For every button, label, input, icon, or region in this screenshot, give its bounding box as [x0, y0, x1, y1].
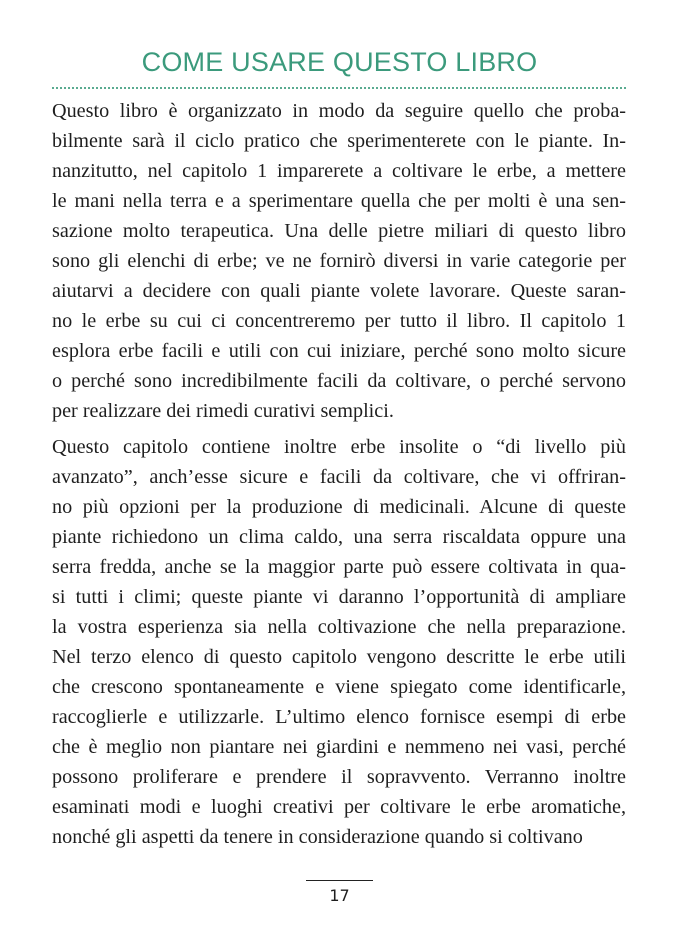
text-line-content: raccoglierle e utilizzarle. L’ultimo elenco fornisce esempi di erbe — [52, 706, 626, 728]
text-line — [52, 672, 626, 702]
text-line-content: esplora erbe facili e utili con cui iniziare, perché sono molto sicure — [52, 340, 626, 362]
text-line-content: Nel terzo elenco di questo capitolo vengono descritte le erbe utili — [52, 646, 626, 668]
text-line — [52, 216, 626, 246]
text-line-content: sazione molto terapeutica. Una delle pietre miliari di questo libro — [52, 220, 626, 242]
text-line — [52, 462, 626, 492]
footer-rule — [306, 880, 373, 881]
text-line-content: la vostra esperienza sia nella coltivazione che nella preparazione. — [52, 616, 626, 638]
text-line — [52, 582, 626, 612]
text-line-content: le mani nella terra e a sperimentare quella che per molti è una sen- — [52, 190, 626, 212]
text-line — [52, 156, 626, 186]
text-line-content: o perché sono incredibilmente facili da coltivare, o perché servono — [52, 370, 626, 392]
text-line — [52, 822, 626, 852]
text-line — [52, 522, 626, 552]
text-line — [52, 612, 626, 642]
text-line-content: no le erbe su cui ci concentreremo per tutto il libro. Il capitolo 1 — [52, 310, 626, 332]
text-line-content: aiutarvi a decidere con quali piante volete lavorare. Queste saran- — [52, 280, 626, 302]
text-line-content: Questo libro è organizzato in modo da seguire quello che proba- — [52, 100, 626, 122]
text-line-content: nonché gli aspetti da tenere in considerazione quando si coltivano — [52, 826, 583, 848]
paragraph-2 — [52, 432, 626, 852]
text-line-content: serra fredda, anche se la maggior parte può essere coltivata in qua- — [52, 556, 626, 578]
text-line — [52, 246, 626, 276]
paragraph-1 — [52, 96, 626, 426]
text-line — [52, 336, 626, 366]
body-text — [52, 96, 626, 852]
section-title: COME USARE QUESTO LIBRO — [141, 47, 538, 77]
page-number: 17 — [329, 886, 350, 905]
text-line — [52, 762, 626, 792]
text-line-content: avanzato”, anch’esse sicure e facili da coltivare, che vi offriran- — [52, 466, 626, 488]
text-line — [52, 96, 626, 126]
text-line — [52, 642, 626, 672]
text-line — [52, 186, 626, 216]
text-line — [52, 792, 626, 822]
text-line — [52, 276, 626, 306]
text-line — [52, 396, 626, 426]
text-line — [52, 732, 626, 762]
text-line-content: no più opzioni per la produzione di medicinali. Alcune di queste — [52, 496, 626, 518]
text-line-content: sono gli elenchi di erbe; ve ne fornirò diversi in varie categorie per — [52, 250, 626, 272]
text-line — [52, 306, 626, 336]
text-line-content: possono proliferare e prendere il sopravvento. Verranno inoltre — [52, 766, 626, 788]
text-line-content: per realizzare dei rimedi curativi semplici. — [52, 400, 394, 422]
text-line-content: si tutti i climi; queste piante vi daranno l’opportunità di ampliare — [52, 586, 626, 608]
text-line — [52, 492, 626, 522]
text-line-content: esaminati modi e luoghi creativi per coltivare le erbe aromatiche, — [52, 796, 626, 818]
text-line — [52, 432, 626, 462]
text-line-content: Questo capitolo contiene inoltre erbe insolite o “di livello più — [52, 436, 626, 458]
text-line — [52, 126, 626, 156]
dotted-divider — [52, 87, 626, 89]
text-line — [52, 366, 626, 396]
text-line-content: nanzitutto, nel capitolo 1 imparerete a coltivare le erbe, a mettere — [52, 160, 626, 182]
text-line — [52, 552, 626, 582]
text-line-content: che crescono spontaneamente e viene spiegato come identificarle, — [52, 676, 626, 698]
text-line-content: che è meglio non piantare nei giardini e nemmeno nei vasi, perché — [52, 736, 626, 758]
text-line-content: bilmente sarà il ciclo pratico che sperimenterete con le piante. In- — [52, 130, 626, 152]
text-line — [52, 702, 626, 732]
text-line-content: piante richiedono un clima caldo, una serra riscaldata oppure una — [52, 526, 626, 548]
